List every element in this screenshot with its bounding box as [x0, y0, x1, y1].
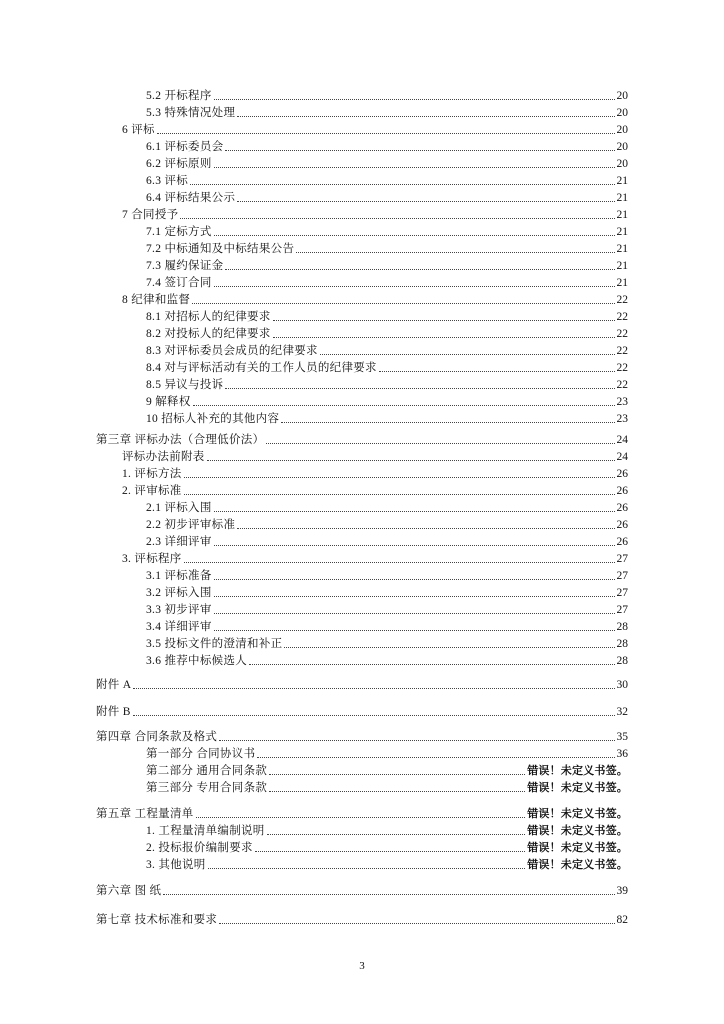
toc-entry-page: 21: [616, 209, 628, 221]
toc-entry-page: 21: [616, 243, 628, 255]
toc-entry-title: 3.2 评标入围: [146, 587, 212, 599]
toc-entry[interactable]: [0, 703, 724, 719]
toc-leader-dots: [273, 319, 615, 321]
toc-entry-page: 35: [616, 731, 628, 743]
toc-entry-title: 3.5 投标文件的澄清和补正: [146, 638, 283, 650]
toc-entry[interactable]: [0, 291, 724, 307]
toc-entry[interactable]: [0, 839, 724, 855]
toc-entry-title: 附件 A: [96, 679, 132, 691]
toc-entry-title: 1. 评标方法: [122, 468, 182, 480]
toc-leader-dots: [269, 790, 525, 792]
toc-entry-page: 28: [616, 621, 628, 633]
toc-entry[interactable]: [0, 482, 724, 498]
toc-leader-dots: [225, 387, 614, 389]
toc-entry-page: 错误！未定义书签。: [527, 858, 628, 871]
toc-leader-dots: [214, 595, 615, 597]
toc-entry-title: 第六章 图 纸: [96, 885, 162, 897]
toc-entry-page: 22: [616, 345, 628, 357]
toc-leader-dots: [273, 336, 615, 338]
toc-entry[interactable]: [0, 359, 724, 375]
toc-entry-page: 21: [616, 192, 628, 204]
toc-entry-page: 错误！未定义书签。: [527, 824, 628, 837]
toc-entry[interactable]: [0, 762, 724, 778]
toc-leader-dots: [214, 285, 615, 287]
toc-entry[interactable]: [0, 274, 724, 290]
toc-leader-dots: [196, 816, 526, 818]
toc-entry-page: 错误！未定义书签。: [527, 841, 628, 854]
toc-leader-dots: [133, 687, 614, 689]
toc-entry[interactable]: [0, 805, 724, 821]
toc-entry[interactable]: [0, 325, 724, 341]
toc-entry-title: 第四章 合同条款及格式: [96, 731, 218, 743]
toc-leader-dots: [214, 510, 615, 512]
toc-entry-title: 3.3 初步评审: [146, 604, 212, 616]
toc-entry[interactable]: [0, 87, 724, 103]
toc-entry[interactable]: [0, 882, 724, 898]
toc-entry-page: 22: [616, 379, 628, 391]
toc-entry[interactable]: [0, 206, 724, 222]
toc-entry-title: 9 解释权: [146, 396, 191, 408]
toc-entry[interactable]: [0, 465, 724, 481]
toc-entry-title: 7.4 签订合同: [146, 277, 212, 289]
toc-leader-dots: [237, 115, 614, 117]
toc-leader-dots: [257, 756, 614, 758]
toc-entry-page: 20: [616, 158, 628, 170]
toc-entry-title: 第二部分 通用合同条款: [146, 765, 268, 777]
toc-entry-title: 3.6 推荐中标候选人: [146, 655, 248, 667]
toc-leader-dots: [249, 663, 614, 665]
toc-entry-page: 错误！未定义书签。: [527, 764, 628, 777]
toc-entry-title: 第三部分 专用合同条款: [146, 782, 268, 794]
toc-entry-page: 20: [616, 90, 628, 102]
toc-entry[interactable]: [0, 172, 724, 188]
toc-entry[interactable]: [0, 745, 724, 761]
toc-entry-title: 附件 B: [96, 706, 131, 718]
toc-entry-title: 第三章 评标办法（合理低价法）: [96, 434, 265, 446]
toc-entry-title: 8.3 对评标委员会成员的纪律要求: [146, 345, 318, 357]
toc-entry-page: 22: [616, 362, 628, 374]
toc-entry-title: 5.3 特殊情况处理: [146, 107, 236, 119]
toc-entry-page: 27: [616, 553, 628, 565]
toc-leader-dots: [184, 493, 615, 495]
toc-entry-page: 30: [616, 679, 628, 691]
toc-leader-dots: [296, 251, 614, 253]
toc-entry[interactable]: [0, 516, 724, 532]
toc-leader-dots: [284, 646, 614, 648]
toc-entry-page: 错误！未定义书签。: [527, 807, 628, 820]
toc-leader-dots: [192, 302, 614, 304]
toc-entry[interactable]: [0, 393, 724, 409]
toc-entry-title: 8.5 异议与投诉: [146, 379, 224, 391]
toc-entry-page: 27: [616, 587, 628, 599]
toc-leader-dots: [214, 612, 615, 614]
toc-entry-page: 26: [616, 468, 628, 480]
toc-leader-dots: [237, 527, 614, 529]
toc-entry[interactable]: [0, 121, 724, 137]
toc-entry-title: 第五章 工程量清单: [96, 808, 194, 820]
toc-entry[interactable]: [0, 728, 724, 744]
toc-entry-page: 26: [616, 502, 628, 514]
toc-entry[interactable]: [0, 567, 724, 583]
toc-entry-title: 2. 投标报价编制要求: [146, 842, 253, 854]
toc-entry-title: 10 招标人补充的其他内容: [146, 413, 280, 425]
toc-leader-dots: [180, 217, 614, 219]
toc-entry-title: 8.2 对投标人的纪律要求: [146, 328, 271, 340]
toc-entry[interactable]: [0, 155, 724, 171]
toc-leader-dots: [281, 421, 614, 423]
toc-leader-dots: [379, 370, 615, 372]
toc-entry[interactable]: [0, 550, 724, 566]
toc-entry-title: 6.3 评标: [146, 175, 189, 187]
toc-leader-dots: [255, 850, 525, 852]
toc-entry[interactable]: [0, 431, 724, 447]
toc-entry-page: 22: [616, 328, 628, 340]
toc-entry-title: 1. 工程量清单编制说明: [146, 825, 265, 837]
toc-entry[interactable]: [0, 676, 724, 692]
toc-entry-page: 26: [616, 485, 628, 497]
toc-entry-title: 3. 评标程序: [122, 553, 182, 565]
toc-leader-dots: [267, 833, 526, 835]
toc-entry-page: 23: [616, 396, 628, 408]
toc-entry[interactable]: [0, 223, 724, 239]
toc-entry-page: 20: [616, 124, 628, 136]
toc-entry-title: 6.4 评标结果公示: [146, 192, 236, 204]
toc-leader-dots: [193, 404, 615, 406]
toc-entry[interactable]: [0, 601, 724, 617]
toc-entry-title: 7.2 中标通知及中标结果公告: [146, 243, 295, 255]
toc-entry-page: 36: [616, 748, 628, 760]
toc-entry-page: 28: [616, 638, 628, 650]
toc-entry-page: 21: [616, 226, 628, 238]
toc-entry[interactable]: [0, 342, 724, 358]
toc-entry[interactable]: [0, 104, 724, 120]
toc-entry[interactable]: [0, 189, 724, 205]
toc-entry[interactable]: [0, 240, 724, 256]
toc-leader-dots: [219, 922, 614, 924]
toc-entry-page: 26: [616, 536, 628, 548]
toc-entry-title: 评标办法前附表: [122, 451, 205, 463]
toc-entry[interactable]: [0, 911, 724, 927]
toc-leader-dots: [320, 353, 615, 355]
toc-entry[interactable]: [0, 308, 724, 324]
toc-entry-title: 7.1 定标方式: [146, 226, 212, 238]
toc-entry-page: 22: [616, 311, 628, 323]
toc-entry-title: 3.4 详细评审: [146, 621, 212, 633]
toc-entry-title: 6.2 评标原则: [146, 158, 212, 170]
toc-entry[interactable]: [0, 448, 724, 464]
toc-leader-dots: [157, 132, 615, 134]
toc-entry[interactable]: [0, 410, 724, 426]
toc-leader-dots: [214, 166, 615, 168]
toc-entry-title: 5.2 开标程序: [146, 90, 212, 102]
toc-entry[interactable]: [0, 822, 724, 838]
toc-entry[interactable]: [0, 499, 724, 515]
toc-leader-dots: [208, 867, 526, 869]
toc-leader-dots: [214, 98, 615, 100]
toc-entry-title: 8.4 对与评标活动有关的工作人员的纪律要求: [146, 362, 377, 374]
toc-entry-page: 82: [616, 914, 628, 926]
toc-entry-title: 8 纪律和监督: [122, 294, 191, 306]
toc-entry[interactable]: [0, 257, 724, 273]
toc-entry-title: 2.2 初步评审标准: [146, 519, 236, 531]
toc-entry-page: 23: [616, 413, 628, 425]
toc-leader-dots: [214, 234, 615, 236]
toc-entry[interactable]: [0, 779, 724, 795]
toc-leader-dots: [225, 149, 614, 151]
toc-entry-title: 6.1 评标委员会: [146, 141, 224, 153]
toc-entry-page: 28: [616, 655, 628, 667]
toc-leader-dots: [184, 476, 615, 478]
toc-entry-title: 8.1 对招标人的纪律要求: [146, 311, 271, 323]
toc-entry[interactable]: [0, 635, 724, 651]
page-number: 3: [359, 960, 365, 972]
toc-entry-title: 2.1 评标入围: [146, 502, 212, 514]
toc-leader-dots: [266, 442, 614, 444]
toc-entry-page: 20: [616, 107, 628, 119]
toc-entry[interactable]: [0, 618, 724, 634]
toc-entry-title: 2. 评审标准: [122, 485, 182, 497]
toc-entry[interactable]: [0, 376, 724, 392]
toc-entry-page: 24: [616, 451, 628, 463]
toc-entry[interactable]: [0, 138, 724, 154]
toc-entry[interactable]: [0, 856, 724, 872]
toc-entry-title: 3.1 评标准备: [146, 570, 212, 582]
toc-entry-page: 27: [616, 570, 628, 582]
toc-leader-dots: [269, 773, 525, 775]
toc-entry-page: 21: [616, 260, 628, 272]
toc-entry-page: 39: [616, 885, 628, 897]
toc-leader-dots: [214, 578, 615, 580]
toc-entry-page: 24: [616, 434, 628, 446]
toc-entry[interactable]: [0, 584, 724, 600]
toc-leader-dots: [214, 544, 615, 546]
toc-entry-page: 22: [616, 294, 628, 306]
toc-entry-page: 20: [616, 141, 628, 153]
toc-leader-dots: [214, 629, 615, 631]
toc-leader-dots: [184, 561, 615, 563]
toc-entry-page: 21: [616, 175, 628, 187]
toc-entry-title: 第七章 技术标准和要求: [96, 914, 218, 926]
toc-leader-dots: [163, 893, 614, 895]
toc-entry-title: 7.3 履约保证金: [146, 260, 224, 272]
toc-entry[interactable]: [0, 652, 724, 668]
toc-entry-page: 21: [616, 277, 628, 289]
toc-entry[interactable]: [0, 533, 724, 549]
toc-leader-dots: [219, 739, 614, 741]
toc-entry-page: 27: [616, 604, 628, 616]
toc-leader-dots: [237, 200, 614, 202]
toc-entry-title: 3. 其他说明: [146, 859, 206, 871]
toc-entry-title: 第一部分 合同协议书: [146, 748, 256, 760]
toc-entry-title: 6 评标: [122, 124, 155, 136]
toc-entry-page: 32: [616, 706, 628, 718]
toc-leader-dots: [133, 714, 615, 716]
toc-entry-title: 7 合同授予: [122, 209, 179, 221]
toc-leader-dots: [207, 459, 615, 461]
toc-leader-dots: [190, 183, 614, 185]
toc-leader-dots: [225, 268, 614, 270]
toc-entry-title: 2.3 详细评审: [146, 536, 212, 548]
toc-entry-page: 26: [616, 519, 628, 531]
toc-entry-page: 错误！未定义书签。: [527, 781, 628, 794]
